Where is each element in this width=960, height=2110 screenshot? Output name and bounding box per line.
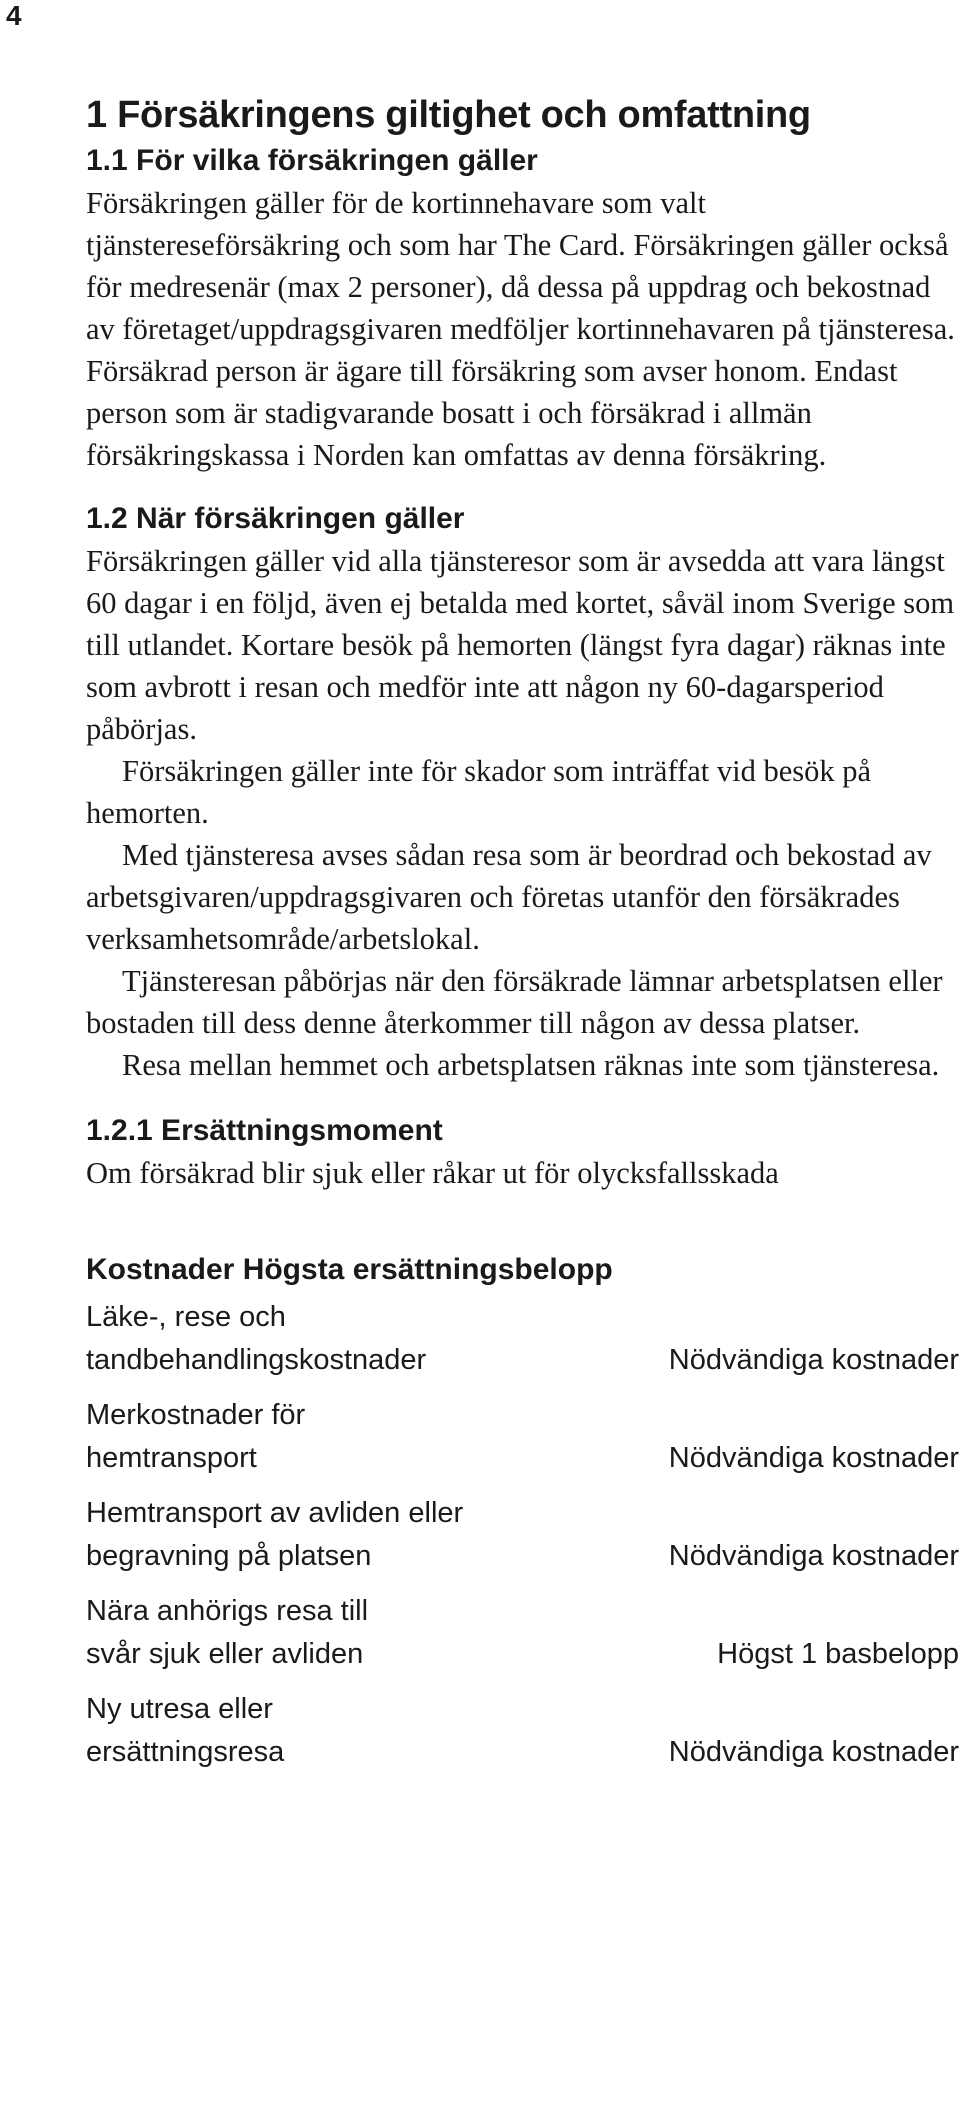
subsection-heading-1-1: 1.1 För vilka försäkringen gäller [86,144,538,177]
paragraph-1-1: Försäkringen gäller för de kortinnehavare som valt tjänstereseförsäkring och som har The Card. Försäkringen gäller också för medresenär (max 2 personer), då dessa på uppdrag och bekostnad av företaget/uppdragsgivaren medföljer kortinnehavaren på tjänsteresa. Försäkrad person är ägare till försäkring som avser honom. Endast person som är stadigvarande bosatt i och försäkrad i allmän försäkringskassa i Norden kan omfattas av denna försäkring. [86,186,955,472]
row-label-line: Ny utresa eller [86,1693,273,1725]
paragraph-1-2-b: Försäkringen gäller inte för skador som inträffat vid besök på hemorten. [86,754,872,830]
row-label-line: hemtransport [86,1442,257,1474]
row-label [86,1492,606,1578]
table-row [86,1296,959,1382]
row-value: Nödvändiga kostnader [668,1736,959,1768]
paragraph-1-2-c: Med tjänsteresa avses sådan resa som är beordrad och bekostad av arbetsgivaren/uppdragsgivaren och företas utanför den försäkrades verksamhetsområde/arbetslokal. [86,838,932,956]
compensation-table [86,1296,959,1774]
table-row [86,1590,959,1676]
table-header: Kostnader Högsta ersättningsbelopp [86,1253,613,1286]
row-label [86,1296,606,1382]
row-value: Nödvändiga kostnader [668,1442,959,1474]
row-label [86,1394,606,1480]
paragraph-1-2-e: Resa mellan hemmet och arbetsplatsen räknas inte som tjänsteresa. [122,1048,940,1082]
row-value: Nödvändiga kostnader [668,1540,959,1572]
section-heading: 1 Försäkringens giltighet och omfattning [86,94,811,136]
paragraph-1-2-a: Försäkringen gäller vid alla tjänsteresor som är avsedda att vara längst 60 dagar i en följd, även ej betalda med kortet, såväl inom Sverige som till utlandet. Kortare besök på hemorten (längst fyra dagar) räknas inte som avbrott i resan och medför inte att någon ny 60-dagarsperiod påbörjas. [86,544,955,746]
row-label [86,1688,606,1774]
row-label-line: Hemtransport av avliden eller [86,1497,464,1529]
subsection-heading-1-2-1: 1.2.1 Ersättningsmoment [86,1114,443,1147]
row-label-line: begravning på platsen [86,1540,372,1572]
paragraph-1-2-d: Tjänsteresan påbörjas när den försäkrade lämnar arbetsplatsen eller bostaden till dess denne återkommer till någon av dessa platser. [86,964,943,1040]
row-label-line: tandbehandlingskostnader [86,1344,427,1376]
row-label-line: Merkostnader för [86,1399,306,1431]
row-label-line: Nära anhörigs resa till [86,1595,369,1627]
row-value: Nödvändiga kostnader [668,1344,959,1376]
table-row [86,1394,959,1480]
table-row [86,1688,959,1774]
paragraph-1-2-1: Om försäkrad blir sjuk eller råkar ut för olycksfallsskada [86,1156,779,1190]
row-label-line: Läke-, rese och [86,1301,286,1333]
subsection-heading-1-2: 1.2 När försäkringen gäller [86,502,465,535]
row-value: Högst 1 basbelopp [717,1638,959,1670]
document-body [86,90,959,1774]
row-label [86,1590,606,1676]
row-label-line: ersättningsresa [86,1736,285,1768]
row-label-line: svår sjuk eller avliden [86,1638,364,1670]
table-row [86,1492,959,1578]
page-number: 4 [6,0,22,31]
